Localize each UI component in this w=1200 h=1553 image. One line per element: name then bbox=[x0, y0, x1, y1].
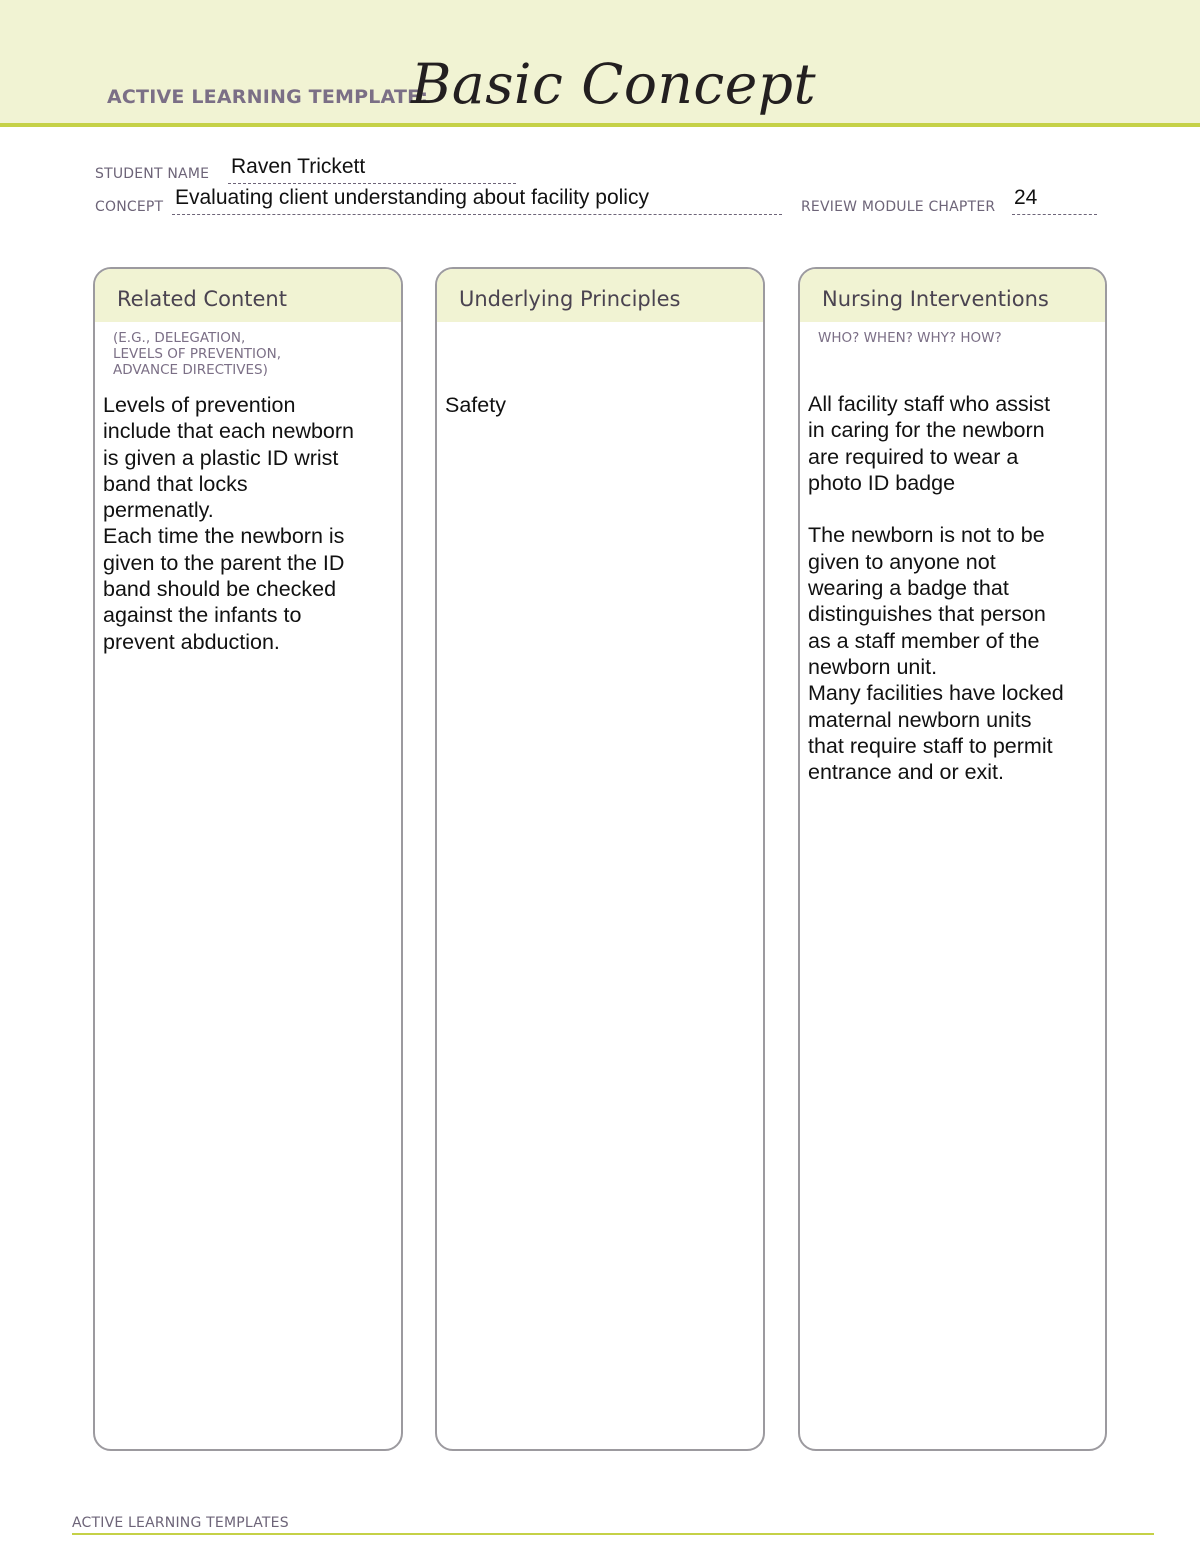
nursing-interventions-subtitle: WHO? WHEN? WHY? HOW? bbox=[818, 330, 1002, 346]
student-name-label: STUDENT NAME bbox=[95, 166, 210, 182]
concept-label: CONCEPT bbox=[95, 199, 164, 215]
concept-field[interactable]: Evaluating client understanding about facility policy bbox=[175, 186, 649, 209]
underlying-principles-text[interactable]: Safety bbox=[445, 393, 506, 417]
underlying-principles-box bbox=[435, 267, 765, 1451]
underlying-principles-title: Underlying Principles bbox=[459, 287, 681, 311]
related-content-title: Related Content bbox=[117, 287, 287, 311]
related-content-box bbox=[93, 267, 403, 1451]
template-title: Basic Concept bbox=[411, 52, 817, 116]
nursing-interventions-text[interactable]: All facility staff who assist in caring for the newborn are required to wear a photo ID badge The newborn is not to be given to anyone not wearing a badge that distinguishes that person as a staff member of the newborn unit. Many facilities have locked maternal newborn units that require staff to permit entrance and or exit. bbox=[808, 392, 1064, 785]
footer-rule bbox=[72, 1533, 1154, 1535]
nursing-interventions-box bbox=[798, 267, 1107, 1451]
header-rule bbox=[0, 123, 1200, 127]
concept-line bbox=[172, 214, 782, 215]
review-module-field[interactable]: 24 bbox=[1014, 186, 1038, 209]
student-name-field[interactable]: Raven Trickett bbox=[231, 155, 366, 178]
nursing-interventions-title: Nursing Interventions bbox=[822, 287, 1049, 311]
footer-label: ACTIVE LEARNING TEMPLATES bbox=[72, 1515, 289, 1531]
student-name-line bbox=[228, 183, 516, 184]
template-label: ACTIVE LEARNING TEMPLATE: bbox=[107, 86, 429, 108]
related-content-text[interactable]: Levels of prevention include that each newborn is given a plastic ID wrist band that locks permenatly. Each time the newborn is given to the parent the ID band should be checked against the infants to prevent abduction. bbox=[103, 393, 355, 654]
review-module-label: REVIEW MODULE CHAPTER bbox=[801, 199, 996, 215]
review-module-line bbox=[1012, 214, 1097, 215]
related-content-subtitle: (E.G., DELEGATION, LEVELS OF PREVENTION, ADVANCE DIRECTIVES) bbox=[113, 330, 282, 378]
